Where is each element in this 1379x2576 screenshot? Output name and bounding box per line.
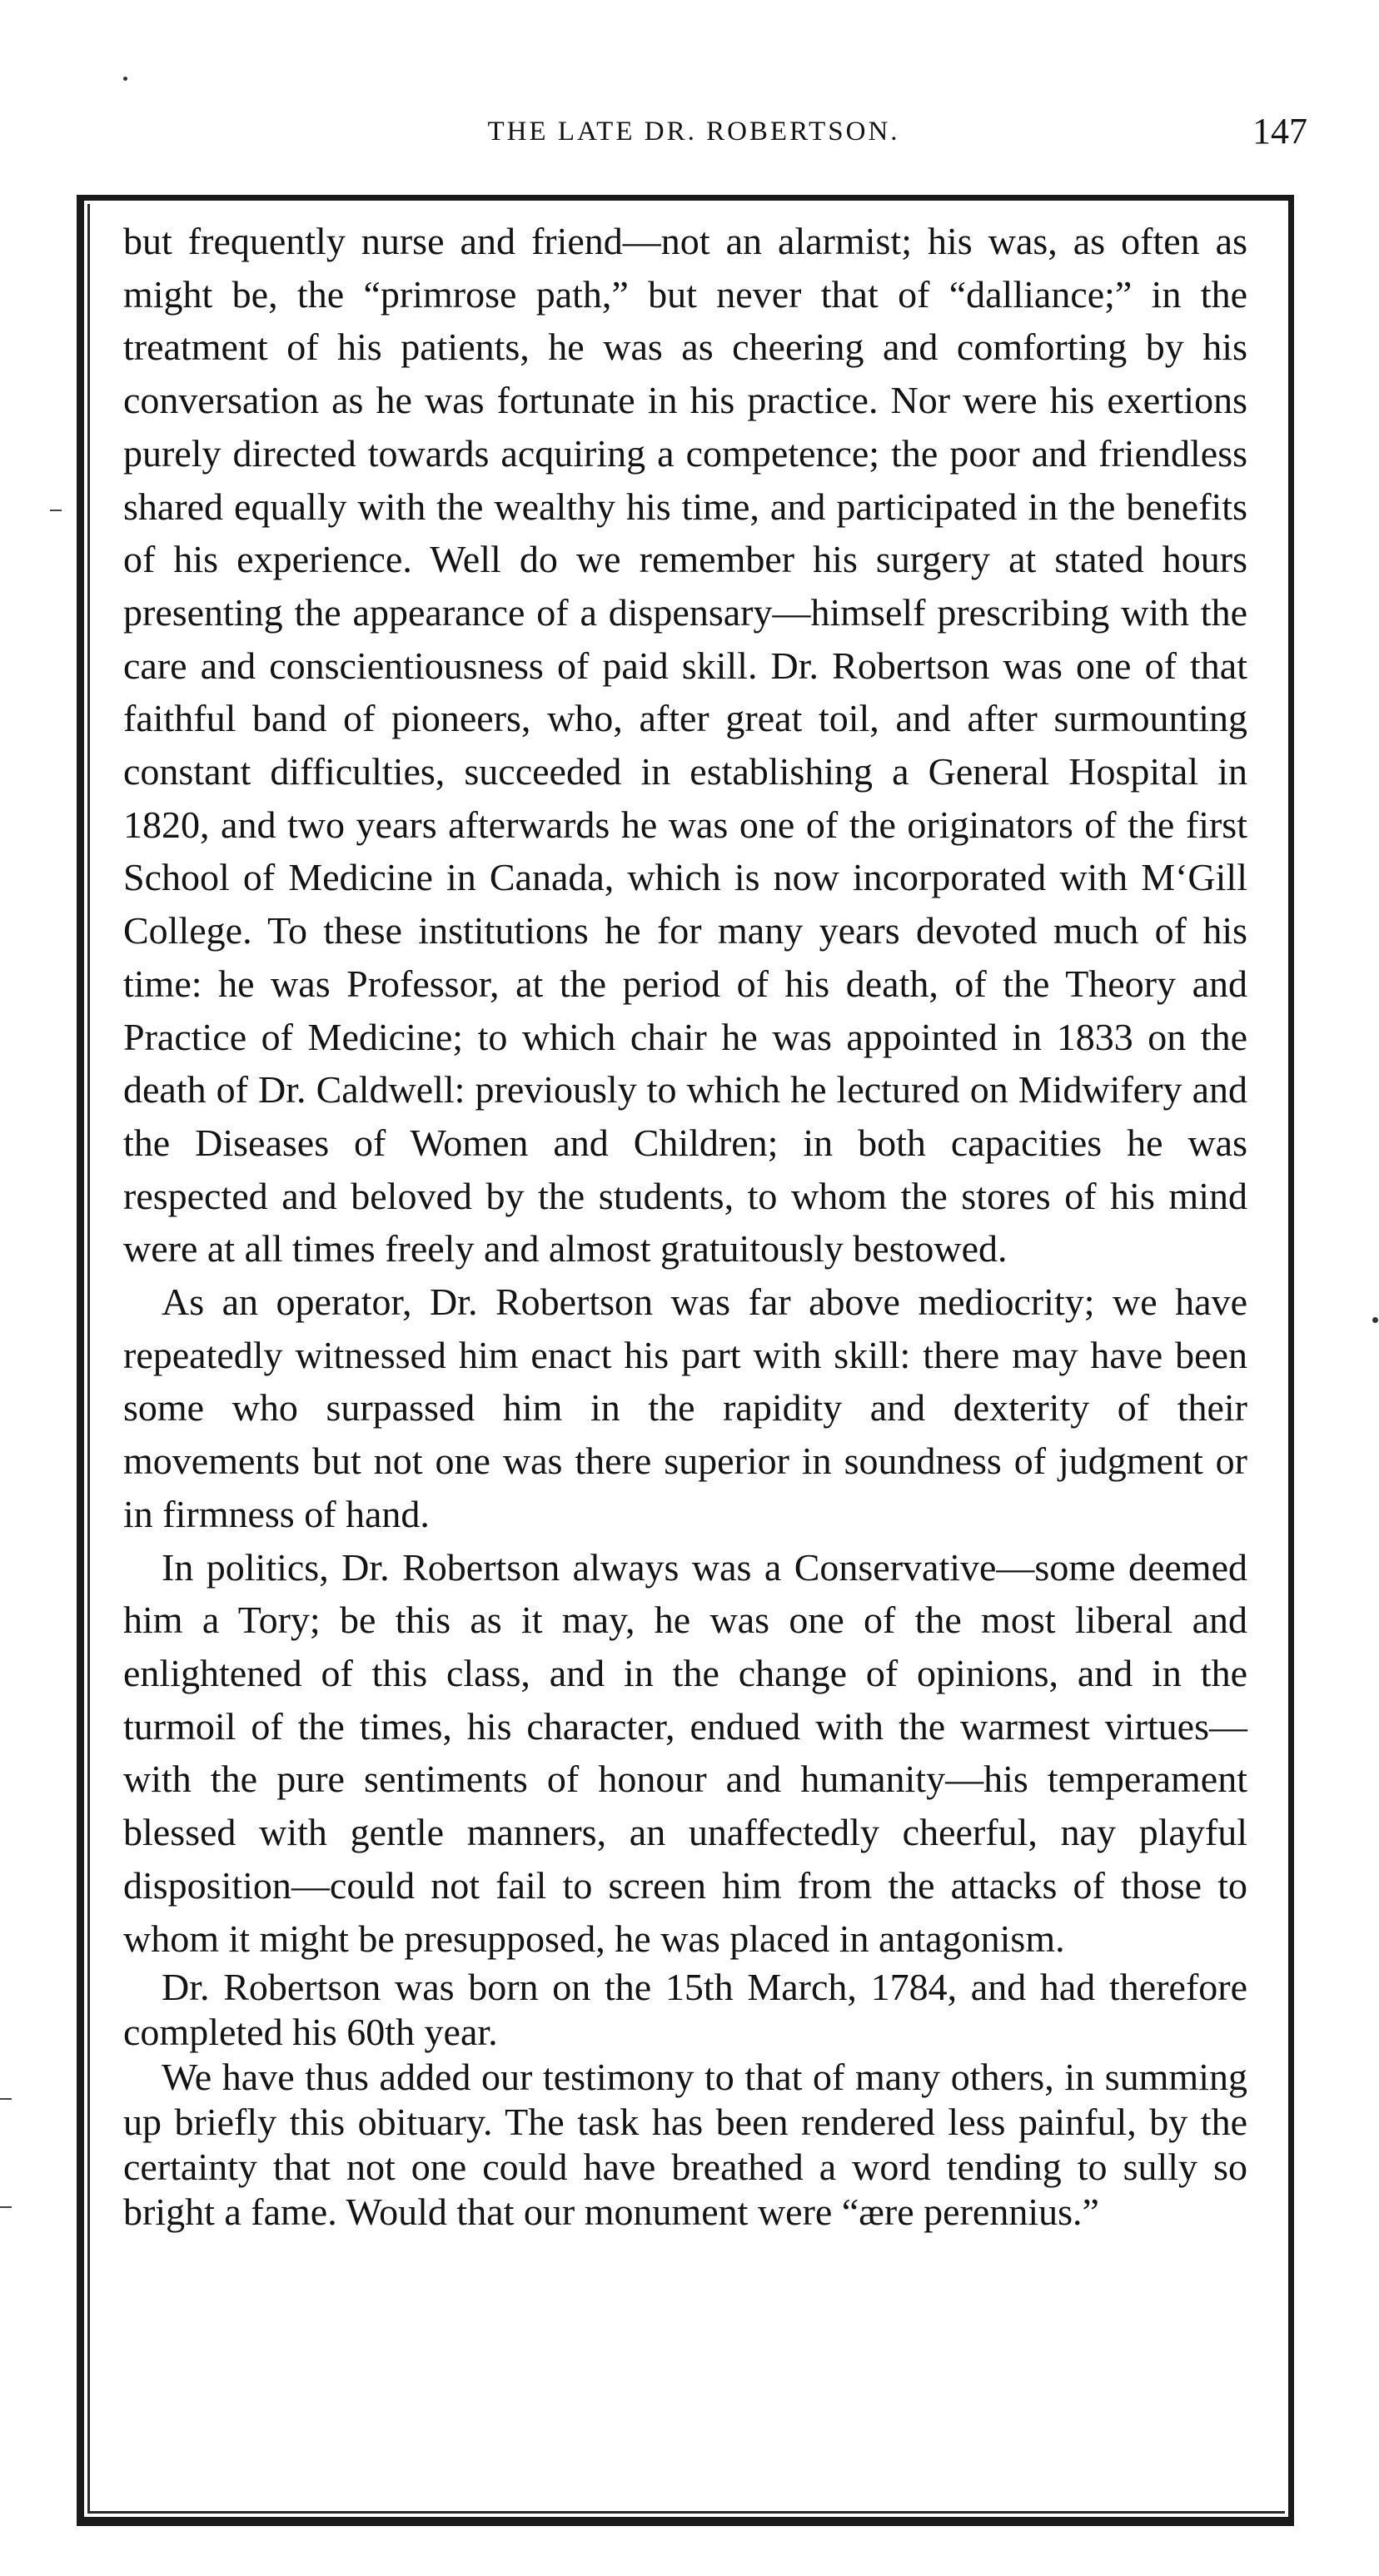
paragraph-politics: In politics, Dr. Robertson always was a Conservative—some deemed him a Tory; be this as it may, he was one of the most liberal and enlightened of this class, and in the change of opinions, and in the turmoil of the times, his character, endued with the warmest virtues—with the pure sentiments of honour and humanity—his temperament blessed with gentle manners, an unaffectedly cheerful, nay playful disposition—could not fail to screen him from the attacks of those to whom it might be presupposed, he was placed in antagonism. [123,1545,1247,1960]
page-number: 147 [1252,111,1307,152]
margin-tick [0,2206,12,2208]
running-head [80,107,1307,157]
ink-speck [123,77,127,81]
running-title: THE LATE DR. ROBERTSON. [487,117,900,147]
paragraph-birth: Dr. Robertson was born on the 15th March, 1784, and had therefore completed his 60th year. [123,1966,1247,2054]
ink-speck [1372,1317,1378,1323]
article-body [123,215,1247,2235]
paragraph-continuation: but frequently nurse and friend—not an alarmist; his was, as often as might be, the “primrose path,” but never that of “dalliance;” in the treatment of his patients, he was as cheering and comforting by his conversation as he was fortunate in his practice. Nor were his exertions purely directed towards acquiring a competence; the poor and friendless shared equally with the wealthy his time, and participated in the benefits of his experience. Well do we remember his surgery at stated hours presenting the appearance of a dispensary—himself prescribing with the care and conscientiousness of paid skill. Dr. Robertson was one of that faithful band of pioneers, who, after great toil, and after surmounting constant difficulties, succeeded in establishing a General Hospital in 1820, and two years afterwards he was one of the originators of the first School of Medicine in Canada, which is now incorporated with M‘Gill College. To these institutions he for many years devoted much of his time: he was Professor, at the period of his death, of the Theory and Practice of Medicine; to which chair he was appointed in 1833 on the death of Dr. Caldwell: previously to which he lectured on Midwifery and the Diseases of Women and Children; in both capacities he was respected and beloved by the students, to whom the stores of his mind were at all times freely and almost gratuitously bestowed. [123,220,1247,1271]
paragraph-operator: As an operator, Dr. Robertson was far above mediocrity; we have repeatedly witnessed him enact his part with skill: there may have been some who surpassed him in the rapidity and dexterity of their movements but not one was there superior in soundness of judgment or in firmness of hand. [123,1281,1247,1535]
margin-tick [50,510,62,511]
paragraph-closing: We have thus added our testimony to that of many others, in summing up briefly this obituary. The task has been rendered less painful, by the certainty that not one could have breathed a word tending to sully so bright a fame. Would that our monument were “ære perennius.” [123,2056,1247,2234]
margin-tick [0,2098,12,2100]
